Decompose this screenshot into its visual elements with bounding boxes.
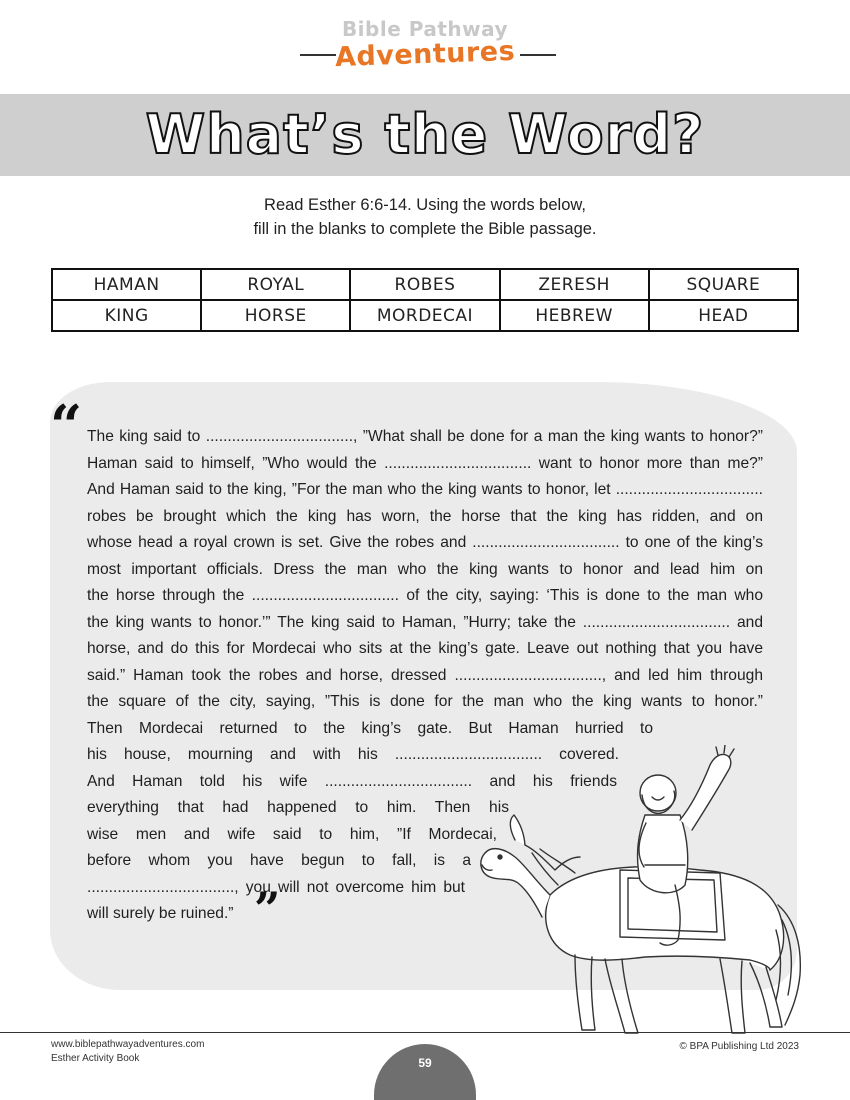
passage-line: horse, and do this for Mordecai who sits at the king’s gate. Leave out nothing that you have xyxy=(87,640,763,657)
passage-line: said.” Haman took the robes and horse, dressed .................................., and led him through xyxy=(87,666,763,684)
word-bank-cell: HEAD xyxy=(649,300,798,331)
passage-line: robes be brought which the king has worn, the horse that the king has ridden, and on xyxy=(87,507,763,525)
footer-rule xyxy=(0,1032,850,1033)
horse-rider-illustration xyxy=(470,745,805,1045)
brand-logo xyxy=(0,17,850,74)
passage-line: The king said to .................................., ”What shall be done for a man the king wants to honor?” xyxy=(87,428,763,445)
logo-bottom-text: Adventures xyxy=(334,35,516,74)
instructions-line-1: Read Esther 6:6-14. Using the words below, xyxy=(264,196,586,214)
open-quote-mark: “ xyxy=(50,393,83,459)
passage-line: everything that had happened to him. Then his xyxy=(87,799,509,816)
word-bank-table xyxy=(51,268,799,332)
passage-line: And Haman said to the king, ”For the man who the king wants to honor, let .................................. xyxy=(87,481,763,498)
passage-line: Then Mordecai returned to the king’s gate. But Haman hurried to xyxy=(87,719,653,737)
word-bank-cell: HAMAN xyxy=(52,269,201,300)
passage-line: .................................., you will not overcome him but xyxy=(87,878,465,896)
close-quote-mark: ” xyxy=(254,882,281,936)
passage-line: his house, mourning and with his .................................. covered. xyxy=(87,746,619,763)
word-bank-cell: ROBES xyxy=(350,269,499,300)
page-title: What’s the Word? xyxy=(145,103,705,166)
passage-line: before whom you have begun to fall, is a xyxy=(87,852,471,869)
passage-line: will surely be ruined.” xyxy=(87,905,234,922)
page-number-tab xyxy=(374,1044,476,1100)
page-number: 59 xyxy=(418,1056,432,1070)
word-bank-row xyxy=(52,269,798,300)
footer-website-link[interactable]: www.biblepathwayadventures.com xyxy=(51,1039,205,1050)
passage-line: wise men and wife said to him, ”If Mordecai, xyxy=(87,825,497,843)
word-bank-cell: HEBREW xyxy=(500,300,649,331)
word-bank-cell: ZERESH xyxy=(500,269,649,300)
passage-line: the square of the city, saying, ”This is done for the man who the king wants to honor.” xyxy=(87,693,763,710)
word-bank-cell: MORDECAI xyxy=(350,300,499,331)
word-bank-cell: KING xyxy=(52,300,201,331)
passage-line: most important officials. Dress the man who the king wants to honor and lead him on xyxy=(87,560,763,578)
passage-line: the king wants to honor.’” The king said to Haman, ”Hurry; take the .................................. and xyxy=(87,613,763,631)
word-bank-row xyxy=(52,300,798,331)
instructions-line-2: fill in the blanks to complete the Bible passage. xyxy=(253,220,597,238)
title-band xyxy=(0,94,850,176)
footer-left xyxy=(51,1038,204,1066)
word-bank-cell: HORSE xyxy=(201,300,350,331)
passage-line: whose head a royal crown is set. Give the robes and .................................. to one of the king’s xyxy=(87,534,763,551)
footer-copyright: © BPA Publishing Ltd 2023 xyxy=(679,1041,799,1052)
logo-top-text: Bible Pathway xyxy=(341,17,509,41)
instructions xyxy=(0,193,850,241)
word-bank-cell: SQUARE xyxy=(649,269,798,300)
passage-line: And Haman told his wife .................................. and his friends xyxy=(87,772,617,790)
footer-book-title: Esther Activity Book xyxy=(51,1053,140,1064)
passage-line: the horse through the .................................. of the city, saying: ‘This is done to the man who xyxy=(87,587,763,604)
passage-line: Haman said to himself, ”Who would the .................................. want to honor more than me?” xyxy=(87,454,763,472)
word-bank-cell: ROYAL xyxy=(201,269,350,300)
